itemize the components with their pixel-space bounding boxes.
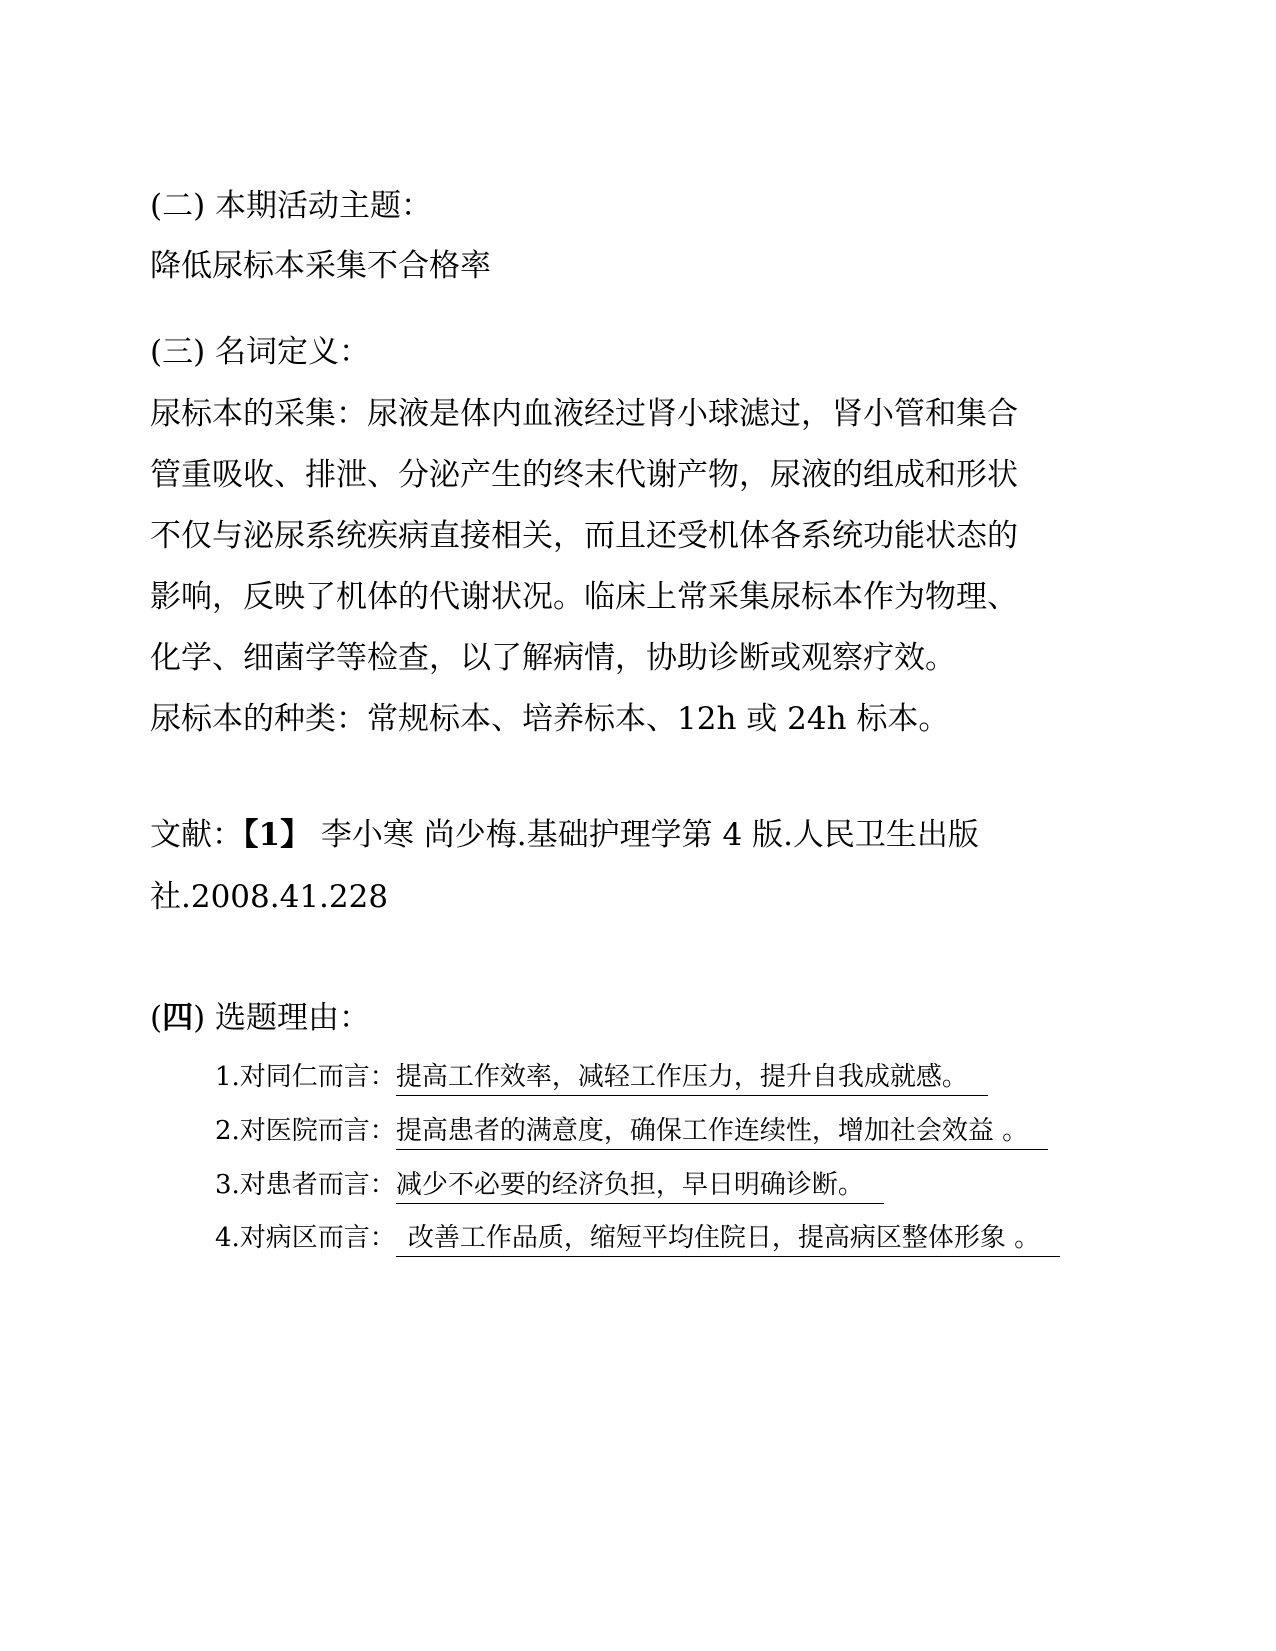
definition-line-2: 管重吸收、排泄、分泌产生的终末代谢产物，尿液的组成和形状 <box>150 457 1018 493</box>
reason-label: 1.对同仁而言： <box>215 1062 396 1092</box>
section-4-number: 四 <box>162 1000 194 1036</box>
reason-answer: 改善工作品质，缩短平均住院日，提高病区整体形象 。 <box>396 1221 1060 1257</box>
reference-prefix: 文献： <box>150 817 243 853</box>
reason-answer: 提高患者的满意度，确保工作连续性，增加社会效益 。 <box>396 1114 1048 1150</box>
reason-answer: 减少不必要的经济负担，早日明确诊断。 <box>396 1168 884 1204</box>
reason-item-2 <box>215 1114 1048 1150</box>
reference-citation: 李小寒 尚少梅.基础护理学第 4 版.人民卫生出版 <box>311 817 979 853</box>
section-2-heading: (二) 本期活动主题： <box>150 188 433 224</box>
section-4-open-paren: ( <box>150 1000 163 1036</box>
section-4-heading <box>150 998 370 1038</box>
definition-line-5: 化学、细菌学等检查，以了解病情，协助诊断或观察疗效。 <box>150 640 956 676</box>
definition-line-1: 尿标本的采集：尿液是体内血液经过肾小球滤过，肾小管和集合 <box>150 396 1018 432</box>
reason-answer: 提高工作效率，减轻工作压力，提升自我成就感。 <box>396 1060 988 1096</box>
section-2-text: 降低尿标本采集不合格率 <box>150 248 491 284</box>
reason-label: 2.对医院而言： <box>215 1116 396 1146</box>
definition-line-4: 影响，反映了机体的代谢状况。临床上常采集尿标本作为物理、 <box>150 579 1018 615</box>
reference-line-1 <box>150 815 979 855</box>
reason-label: 4.对病区而言： <box>215 1223 396 1253</box>
section-3-heading: (三) 名词定义： <box>150 334 371 370</box>
reason-item-1 <box>215 1060 988 1096</box>
section-4-title: ) 选题理由： <box>193 1000 371 1036</box>
definition-line-3: 不仅与泌尿系统疾病直接相关，而且还受机体各系统功能状态的 <box>150 518 1018 554</box>
reference-line-2: 社.2008.41.228 <box>150 879 389 915</box>
reason-item-3 <box>215 1168 884 1204</box>
reason-label: 3.对患者而言： <box>215 1170 396 1200</box>
reason-item-4 <box>215 1221 1060 1257</box>
reference-marker: 【1】 <box>243 817 312 853</box>
specimen-types-line: 尿标本的种类：常规标本、培养标本、12h 或 24h 标本。 <box>150 701 950 737</box>
